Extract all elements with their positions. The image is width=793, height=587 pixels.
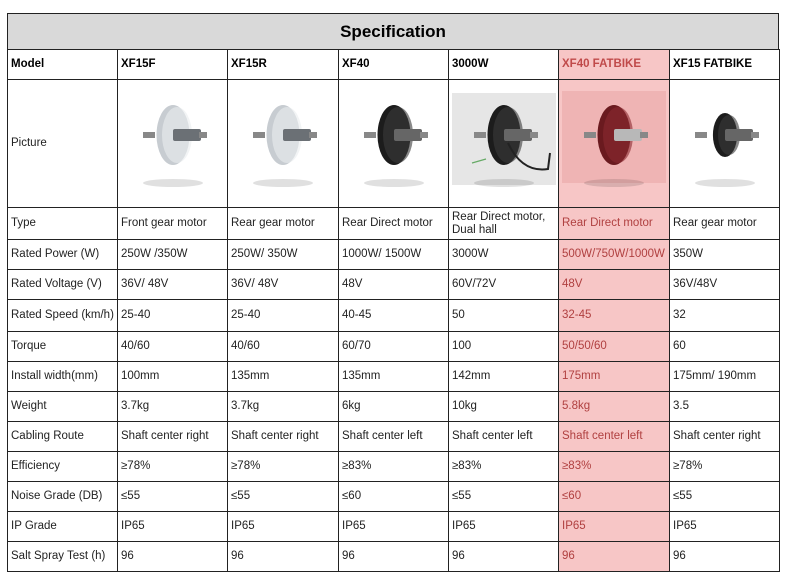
spec-row (8, 392, 780, 422)
spec-value: ≤55 (670, 482, 780, 512)
spec-value: 3.7kg (118, 392, 228, 422)
spec-row (8, 422, 780, 452)
spec-value: 100 (449, 332, 559, 362)
spec-sheet (7, 13, 779, 572)
spec-title: Specification (7, 13, 779, 49)
spec-value: 3.5 (670, 392, 780, 422)
row-label: Torque (8, 332, 118, 362)
row-label: Install width(mm) (8, 362, 118, 392)
spec-value: IP65 (118, 512, 228, 542)
spec-value: IP65 (339, 512, 449, 542)
row-label: Picture (8, 80, 118, 208)
spec-value: IP65 (559, 512, 670, 542)
spec-value: 96 (449, 542, 559, 572)
spec-row (8, 362, 780, 392)
spec-value: 3.7kg (228, 392, 339, 422)
spec-value: Rear gear motor (228, 208, 339, 240)
spec-value: 96 (118, 542, 228, 572)
spec-value: 60 (670, 332, 780, 362)
spec-value: 175mm/ 190mm (670, 362, 780, 392)
spec-value: ≤60 (559, 482, 670, 512)
motor-picture (228, 80, 339, 208)
row-label: IP Grade (8, 512, 118, 542)
row-label: Cabling Route (8, 422, 118, 452)
motor-picture (339, 80, 449, 208)
spec-value: 1000W/ 1500W (339, 240, 449, 270)
spec-value: 500W/750W/1000W (559, 240, 670, 270)
spec-value: 96 (559, 542, 670, 572)
spec-value: 60V/72V (449, 270, 559, 300)
red-hub-motor-icon (562, 83, 666, 205)
model-header-label: Model (8, 50, 118, 80)
spec-value: Shaft center left (339, 422, 449, 452)
spec-value: Shaft center right (118, 422, 228, 452)
spec-value: 40/60 (228, 332, 339, 362)
motor-picture (118, 80, 228, 208)
spec-value: 48V (339, 270, 449, 300)
spec-value: ≤60 (339, 482, 449, 512)
model-name: XF40 FATBIKE (559, 50, 670, 80)
spec-row (8, 240, 780, 270)
spec-value: IP65 (670, 512, 780, 542)
spec-row (8, 512, 780, 542)
model-name: XF15 FATBIKE (670, 50, 780, 80)
spec-value: 40-45 (339, 300, 449, 332)
spec-value: 96 (228, 542, 339, 572)
row-label: Type (8, 208, 118, 240)
spec-value: IP65 (228, 512, 339, 542)
spec-value: ≥83% (339, 452, 449, 482)
spec-value: Rear Direct motor (559, 208, 670, 240)
spec-value: 175mm (559, 362, 670, 392)
spec-value: ≥83% (449, 452, 559, 482)
model-row (8, 50, 780, 80)
spec-value: 96 (339, 542, 449, 572)
spec-value: Shaft center right (670, 422, 780, 452)
spec-value: 36V/ 48V (118, 270, 228, 300)
row-label: Noise Grade (DB) (8, 482, 118, 512)
spec-value: 48V (559, 270, 670, 300)
spec-row (8, 270, 780, 300)
spec-value: Shaft center left (449, 422, 559, 452)
picture-row (8, 80, 780, 208)
spec-value: 5.8kg (559, 392, 670, 422)
spec-value: 50 (449, 300, 559, 332)
row-label: Efficiency (8, 452, 118, 482)
spec-value: Front gear motor (118, 208, 228, 240)
spec-value: ≥78% (670, 452, 780, 482)
spec-value: Rear Direct motor, Dual hall (449, 208, 559, 240)
spec-value: 6kg (339, 392, 449, 422)
spec-value: ≤55 (449, 482, 559, 512)
spec-row (8, 300, 780, 332)
spec-value: 100mm (118, 362, 228, 392)
model-name: XF15R (228, 50, 339, 80)
row-label: Rated Power (W) (8, 240, 118, 270)
spec-value: 36V/ 48V (228, 270, 339, 300)
spec-value: 3000W (449, 240, 559, 270)
black-small-hub-motor-icon (673, 83, 777, 205)
spec-value: 25-40 (228, 300, 339, 332)
spec-value: 40/60 (118, 332, 228, 362)
spec-value: 10kg (449, 392, 559, 422)
spec-value: 50/50/60 (559, 332, 670, 362)
spec-row (8, 482, 780, 512)
spec-row (8, 452, 780, 482)
spec-value: ≤55 (228, 482, 339, 512)
spec-value: Shaft center left (559, 422, 670, 452)
spec-value: ≥83% (559, 452, 670, 482)
model-name: 3000W (449, 50, 559, 80)
row-label: Rated Voltage (V) (8, 270, 118, 300)
spec-value: 60/70 (339, 332, 449, 362)
spec-value: 250W/ 350W (228, 240, 339, 270)
spec-value: 36V/48V (670, 270, 780, 300)
black-hub-motor-icon (342, 83, 446, 205)
spec-value: Rear gear motor (670, 208, 780, 240)
motor-picture (670, 80, 780, 208)
spec-value: ≥78% (228, 452, 339, 482)
spec-value: ≥78% (118, 452, 228, 482)
spec-row (8, 208, 780, 240)
spec-value: 350W (670, 240, 780, 270)
motor-picture (449, 80, 559, 208)
spec-value: 135mm (339, 362, 449, 392)
spec-value: 250W /350W (118, 240, 228, 270)
row-label: Weight (8, 392, 118, 422)
spec-value: IP65 (449, 512, 559, 542)
spec-row (8, 332, 780, 362)
row-label: Salt Spray Test (h) (8, 542, 118, 572)
spec-row (8, 542, 780, 572)
spec-value: ≤55 (118, 482, 228, 512)
spec-value: 96 (670, 542, 780, 572)
silver-hub-motor-icon (121, 83, 225, 205)
motor-picture (559, 80, 670, 208)
spec-value: 142mm (449, 362, 559, 392)
spec-value: 25-40 (118, 300, 228, 332)
row-label: Rated Speed (km/h) (8, 300, 118, 332)
model-name: XF15F (118, 50, 228, 80)
spec-value: 32 (670, 300, 780, 332)
spec-value: 135mm (228, 362, 339, 392)
black-hub-motor-with-cable-icon (452, 83, 556, 205)
spec-table (7, 49, 780, 572)
spec-value: Shaft center right (228, 422, 339, 452)
model-name: XF40 (339, 50, 449, 80)
spec-value: 32-45 (559, 300, 670, 332)
silver-hub-motor-icon (231, 83, 335, 205)
spec-value: Rear Direct motor (339, 208, 449, 240)
